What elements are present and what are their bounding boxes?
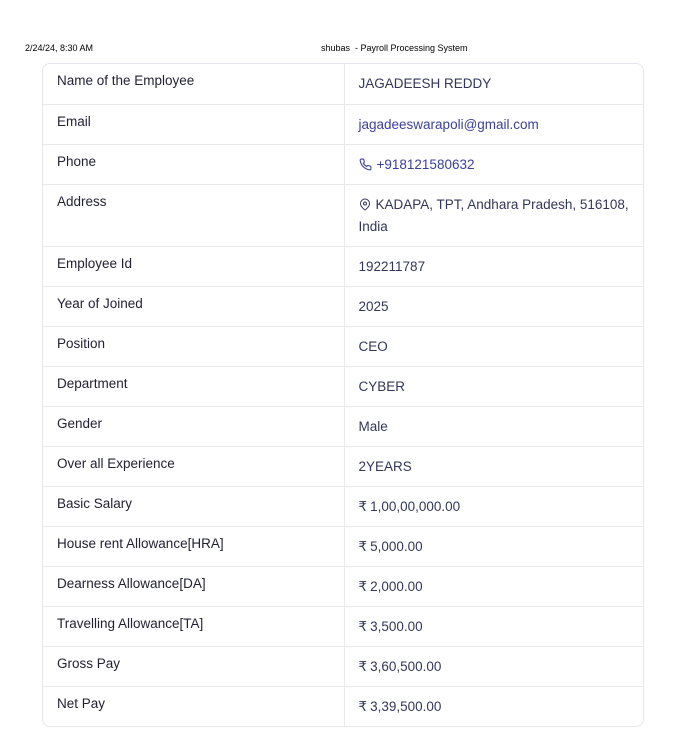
net-pay-value: 3,39,500.00 (370, 698, 442, 714)
employee-details-card (42, 63, 644, 727)
row-label: Address (43, 184, 344, 246)
address-cell (344, 184, 643, 246)
gross-pay-value: 3,60,500.00 (370, 658, 442, 674)
rupee-symbol: ₹ (358, 658, 368, 674)
table-row-name (43, 64, 643, 104)
table-row-employee-id (43, 246, 643, 286)
table-row-da (43, 566, 643, 606)
table-row-hra (43, 526, 643, 566)
row-label: Gender (43, 406, 344, 446)
da-value: 2,000.00 (370, 578, 423, 594)
rupee-symbol: ₹ (358, 538, 368, 554)
row-label: Over all Experience (43, 446, 344, 486)
print-header (0, 43, 682, 55)
rupee-symbol: ₹ (358, 498, 368, 514)
table-row-year-joined (43, 286, 643, 326)
employee-details-table (43, 64, 643, 726)
email-link[interactable] (344, 104, 643, 144)
employee-id-value: 192211787 (344, 246, 643, 286)
table-row-basic-salary (43, 486, 643, 526)
table-row-experience (43, 446, 643, 486)
table-row-address (43, 184, 643, 246)
row-label: Phone (43, 144, 344, 184)
row-label: Basic Salary (43, 486, 344, 526)
row-label: Name of the Employee (43, 64, 344, 104)
row-label: Email (43, 104, 344, 144)
phone-icon (359, 158, 372, 171)
row-label: Employee Id (43, 246, 344, 286)
table-row-ta (43, 606, 643, 646)
ta-cell (344, 606, 643, 646)
address-value: KADAPA, TPT, Andhara Pradesh, 516108, India (358, 196, 629, 234)
row-label: Gross Pay (43, 646, 344, 686)
rupee-symbol: ₹ (358, 618, 368, 634)
ta-value: 3,500.00 (370, 618, 423, 634)
da-cell (344, 566, 643, 606)
phone-value[interactable]: +918121580632 (376, 156, 475, 172)
row-label: House rent Allowance[HRA] (43, 526, 344, 566)
hra-cell (344, 526, 643, 566)
row-label: Dearness Allowance[DA] (43, 566, 344, 606)
print-title: shubas - Payroll Processing System (321, 43, 468, 53)
row-label: Net Pay (43, 686, 344, 726)
rupee-symbol: ₹ (358, 578, 368, 594)
row-label: Position (43, 326, 344, 366)
row-label: Department (43, 366, 344, 406)
print-date: 2/24/24, 8:30 AM (25, 43, 94, 53)
table-row-email (43, 104, 643, 144)
table-row-gross-pay (43, 646, 643, 686)
experience-value: 2YEARS (344, 446, 643, 486)
table-row-phone (43, 144, 643, 184)
phone-link[interactable] (344, 144, 643, 184)
hra-value: 5,000.00 (370, 538, 423, 554)
table-row-gender (43, 406, 643, 446)
rupee-symbol: ₹ (358, 698, 368, 714)
table-row-department (43, 366, 643, 406)
basic-salary-value: 1,00,00,000.00 (370, 498, 461, 514)
gross-pay-cell (344, 646, 643, 686)
net-pay-cell (344, 686, 643, 726)
row-label: Year of Joined (43, 286, 344, 326)
table-row-position (43, 326, 643, 366)
email-value[interactable]: jagadeeswarapoli@gmail.com (358, 116, 539, 132)
department-value: CYBER (344, 366, 643, 406)
map-pin-icon (359, 198, 371, 211)
table-row-net-pay (43, 686, 643, 726)
employee-name-value: JAGADEESH REDDY (344, 64, 643, 104)
gender-value: Male (344, 406, 643, 446)
row-label: Travelling Allowance[TA] (43, 606, 344, 646)
basic-salary-cell (344, 486, 643, 526)
year-joined-value: 2025 (344, 286, 643, 326)
position-value: CEO (344, 326, 643, 366)
